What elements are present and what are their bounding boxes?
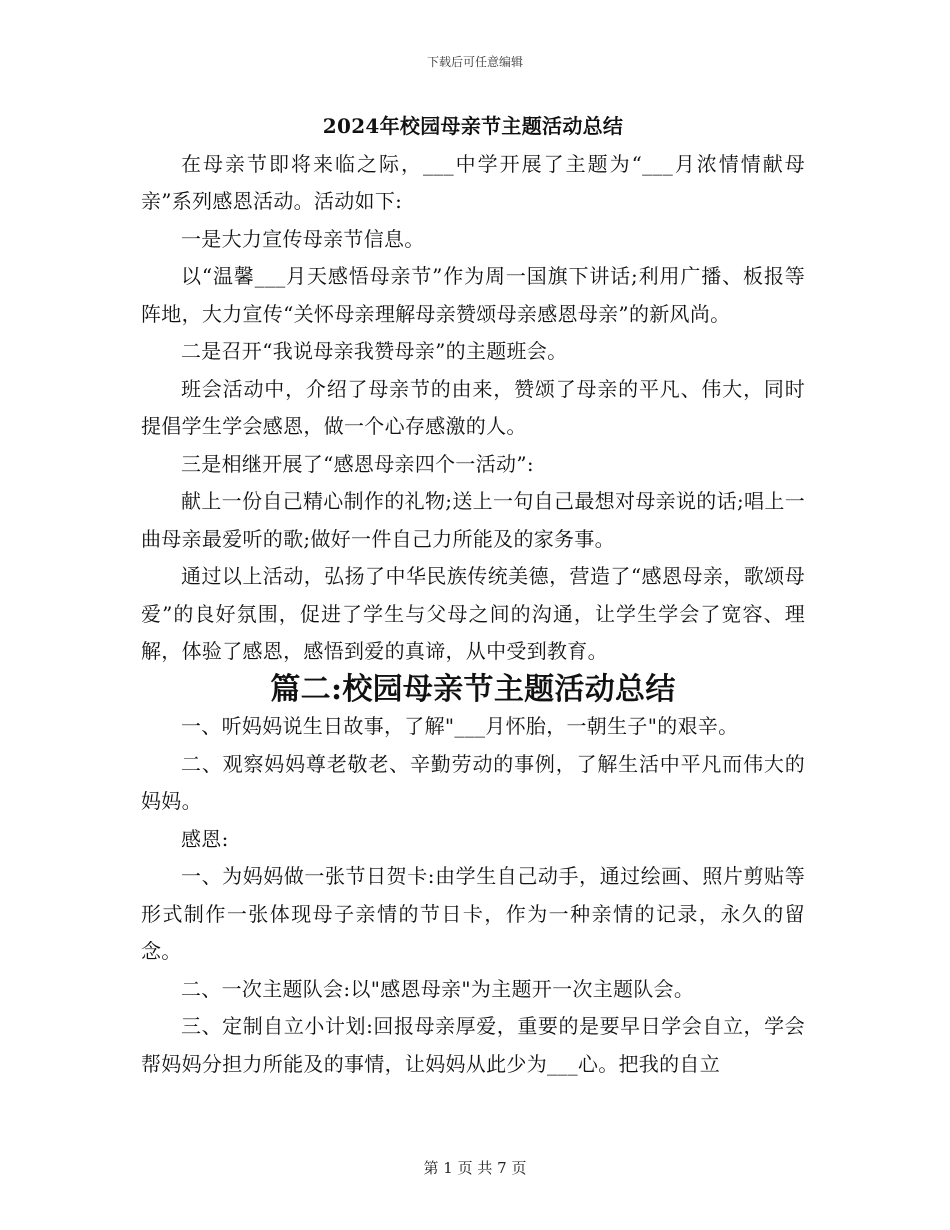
paragraph: 三是相继开展了“感恩母亲四个一活动”: <box>181 451 534 476</box>
paragraph: 二是召开“我说母亲我赞母亲”的主题班会。 <box>181 339 568 363</box>
page-footer: 第 1 页 共 7 页 <box>423 1159 527 1177</box>
paragraph: 一是大力宣传母亲节信息。 <box>181 226 425 251</box>
paragraph: 一、为妈妈做一张节日贺卡:由学生自己动手，通过绘画、照片剪贴等形式制作一张体现母子亲情的节日卡，作为一种亲情的记录，永久的留念。 <box>141 864 805 963</box>
paragraph: 二、观察妈妈尊老敬老、辛勤劳动的事例，了解生活中平凡而伟大的妈妈。 <box>141 751 805 813</box>
paragraph: 在母亲节即将来临之际，___中学开展了主题为“___月浓情情献母亲”系列感恩活动。活动如下: <box>141 151 805 213</box>
paragraph: 献上一份自己精心制作的礼物;送上一句自己最想对母亲说的话;唱上一曲母亲最爱听的歌;做好一件自己力所能及的家务事。 <box>141 489 805 551</box>
document-body <box>141 108 805 1083</box>
document-title: 2024年校园母亲节主题活动总结 <box>322 114 624 138</box>
paragraph: 班会活动中，介绍了母亲节的由来，赞颂了母亲的平凡、伟大，同时提倡学生学会感恩，做一个心存感激的人。 <box>141 376 805 438</box>
page-header: 下载后可任意编辑 <box>426 55 523 69</box>
paragraph: 感恩: <box>181 826 229 851</box>
paragraph: 二、一次主题队会:以"感恩母亲"为主题开一次主题队会。 <box>181 976 695 1001</box>
paragraph: 三、定制自立小计划:回报母亲厚爱，重要的是要早日学会自立，学会帮妈妈分担力所能及的事情，让妈妈从此少为___心。把我的自立 <box>141 1014 805 1076</box>
section-title: 篇二:校园母亲节主题活动总结 <box>270 671 676 707</box>
paragraph: 以“温馨___月天感悟母亲节”作为周一国旗下讲话;利用广播、板报等阵地，大力宣传“关怀母亲理解母亲赞颂母亲感恩母亲”的新风尚。 <box>141 264 805 326</box>
paragraph: 一、听妈妈说生日故事，了解"___月怀胎，一朝生子"的艰辛。 <box>181 714 739 738</box>
paragraph: 通过以上活动，弘扬了中华民族传统美德，营造了“感恩母亲，歌颂母爱”的良好氛围，促进了学生与父母之间的沟通，让学生学会了宽容、理解，体验了感恩，感悟到爱的真谛，从中受到教育。 <box>141 564 805 663</box>
